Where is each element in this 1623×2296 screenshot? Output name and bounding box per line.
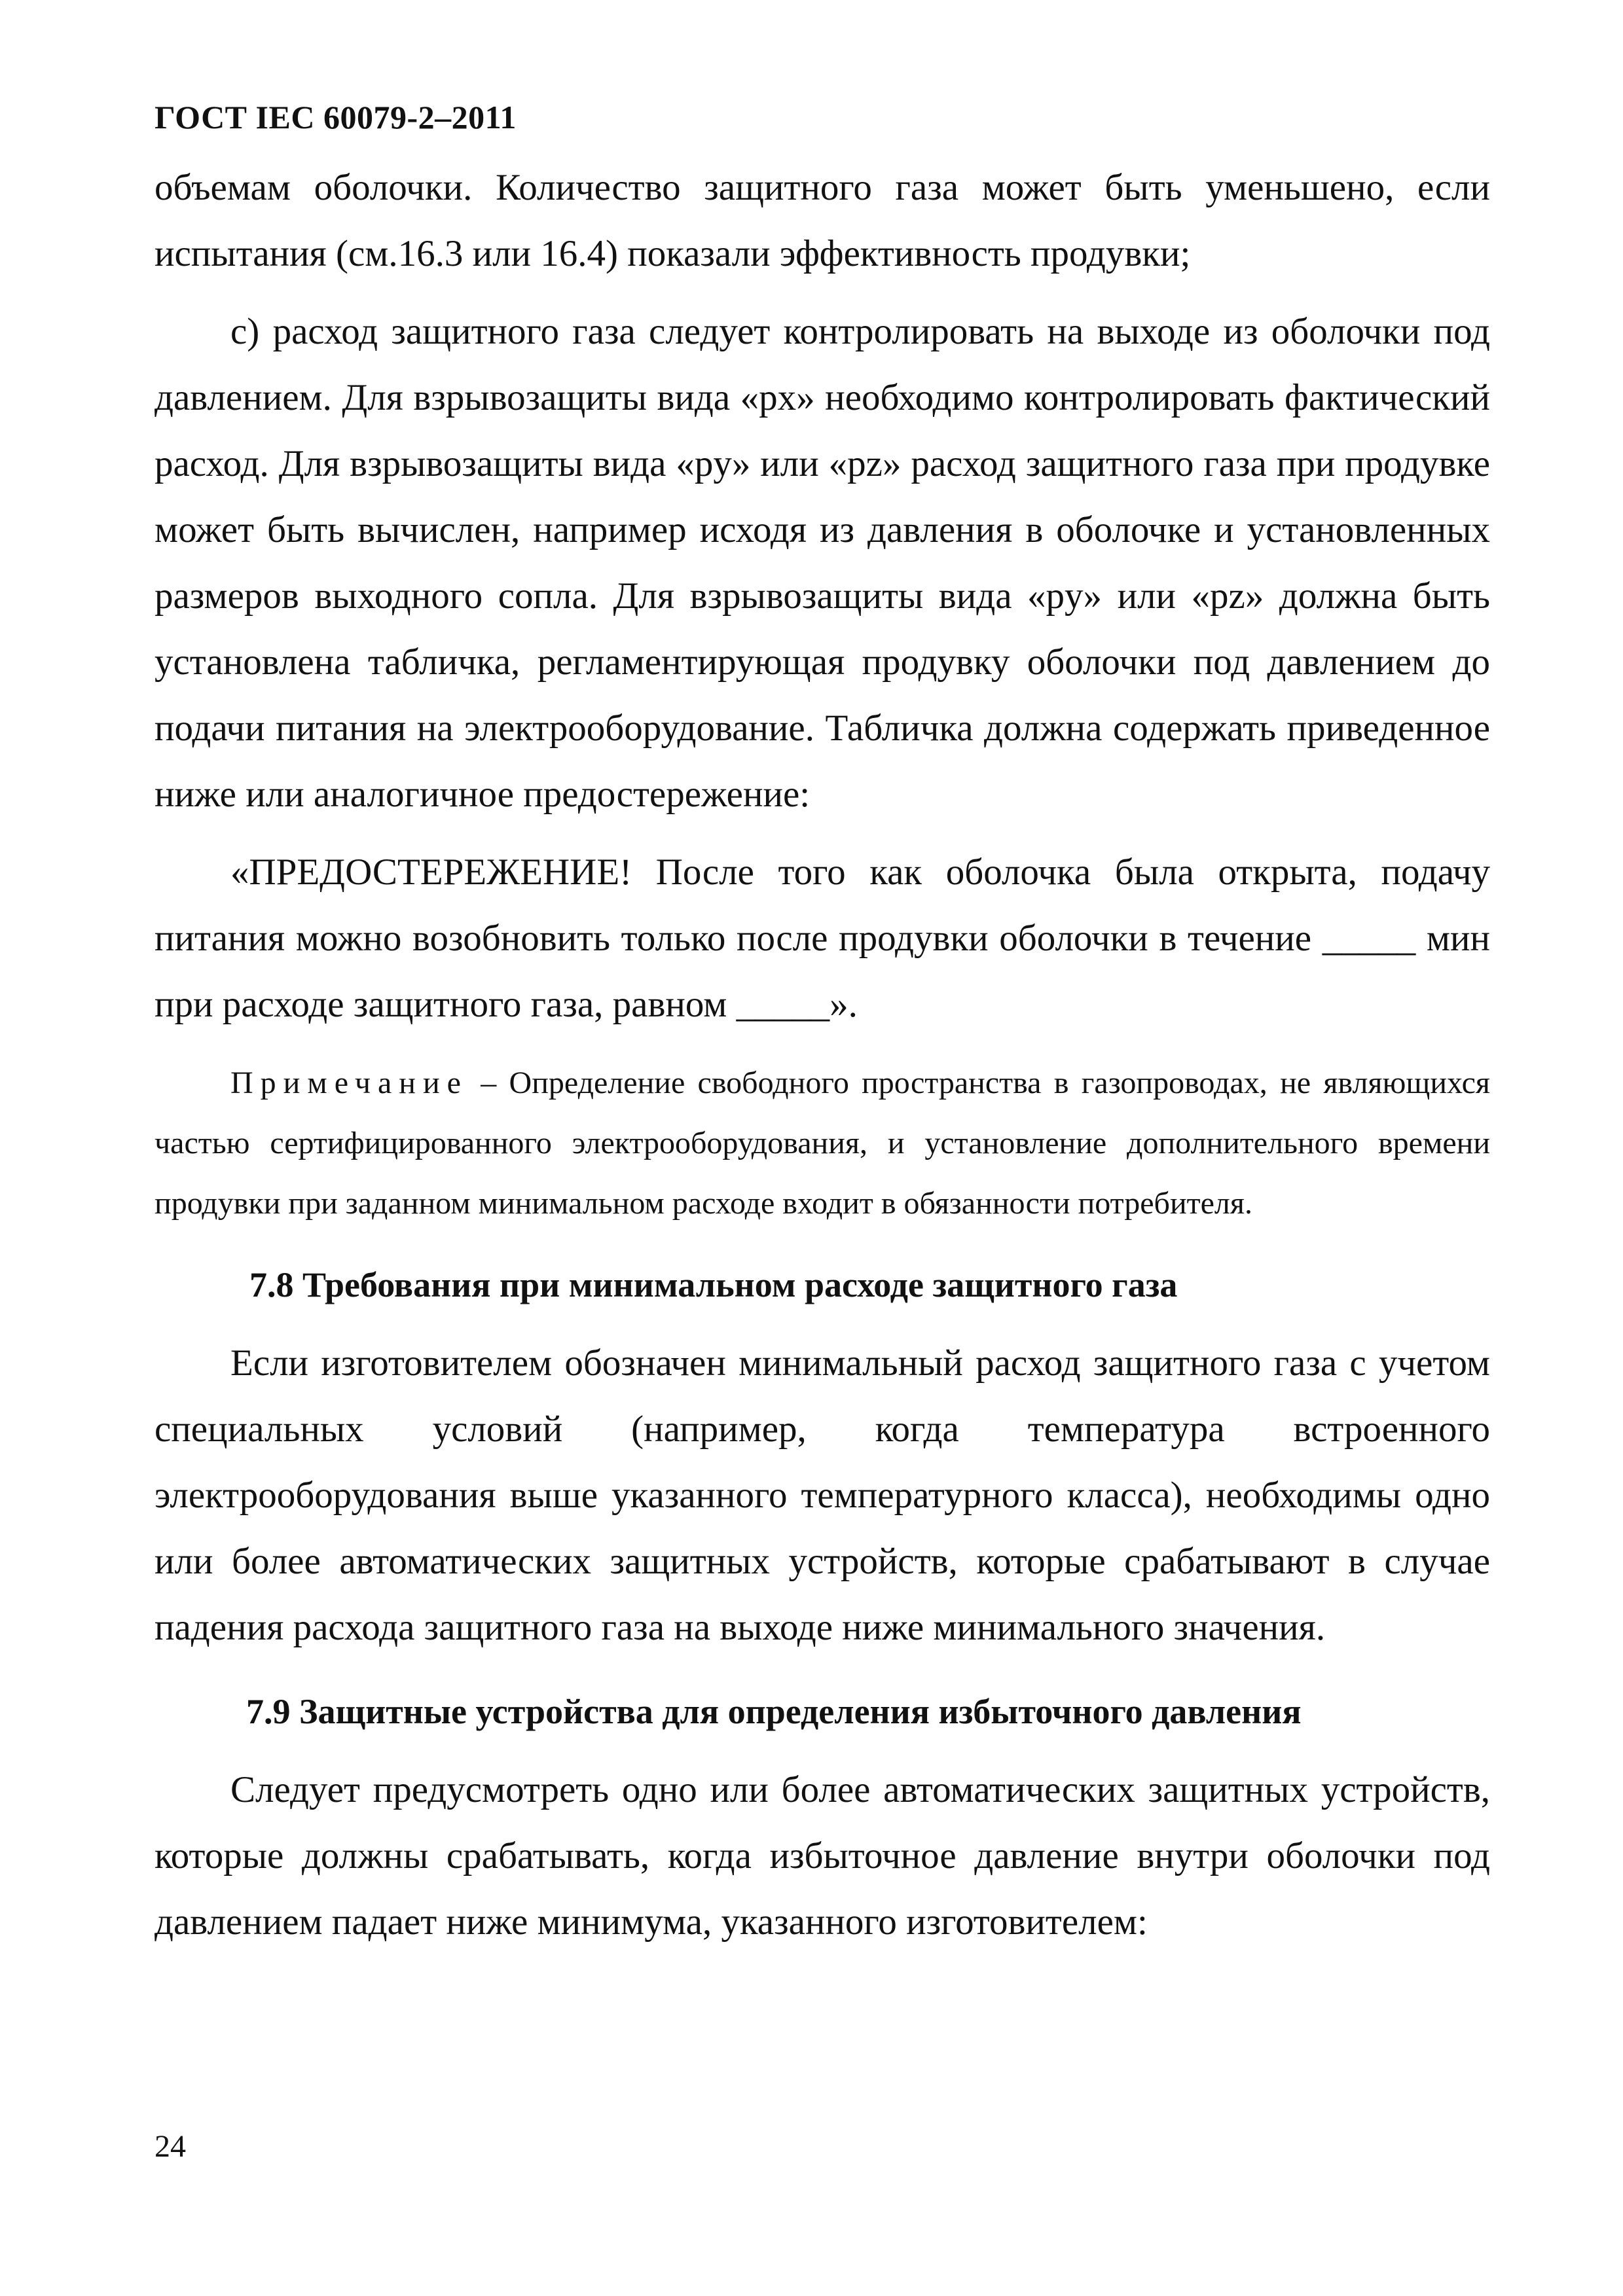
page-number: 24 bbox=[155, 2129, 186, 2164]
warning-paragraph: «ПРЕДОСТЕРЕЖЕНИЕ! После того как оболочка была открыта, подачу питания можно возобновить только после продувки оболочки в течение _____ мин при расходе защитного газа, равном _____». bbox=[155, 852, 1490, 1025]
paragraph-continuation: объемам оболочки. Количество защитного газа может быть уменьшено, если испытания (см.16.3 или 16.4) показали эффективность продувки; bbox=[155, 167, 1490, 274]
paragraph-7-8: Если изготовителем обозначен минимальный расход защитного газа с учетом специальных условий (например, когда температура встроенного электрооборудования выше указанного температурного класса), необходимы одно или более автоматических защитных устройств, которые срабатывают в случае падения расхода защитного газа на выходе ниже минимального значения. bbox=[155, 1342, 1490, 1648]
section-heading-7-9: 7.9 Защитные устройства для определения избыточного давления bbox=[246, 1692, 1302, 1731]
section-heading-7-8: 7.8 Требования при минимальном расходе защитного газа bbox=[249, 1265, 1178, 1304]
paragraph-item-c: с) расход защитного газа следует контролировать на выходе из оболочки под давлением. Для взрывозащиты вида «px» необходимо контролировать фактический расход. Для взрывозащиты вида «py» или «pz» расход защитного газа при продувке может быть вычислен, например исходя из давления в оболочке и установленных размеров выходного сопла. Для взрывозащиты вида «py» или «pz» должна быть установлена табличка, регламентирующая продувку оболочки под давлением до подачи питания на электрооборудование. Табличка должна содержать приведенное ниже или аналогичное предостережение: bbox=[155, 311, 1490, 815]
paragraph-7-9: Следует предусмотреть одно или более автоматических защитных устройств, которые должны срабатывать, когда избыточное давление внутри оболочки под давлением падает ниже минимума, указанного изготовителем: bbox=[155, 1769, 1490, 1943]
note-text: – Определение свободного пространства в газопроводах, не являющихся частью сертифицированного электрооборудования, и установление дополнительного времени продувки при заданном минимальном расходе входит в обязанности потребителя. bbox=[155, 1066, 1490, 1221]
page-content bbox=[155, 154, 1490, 1955]
note-paragraph bbox=[155, 1053, 1490, 1234]
note-label: Примечание bbox=[230, 1066, 468, 1100]
document-header: ГОСТ IEC 60079-2–2011 bbox=[155, 99, 517, 135]
